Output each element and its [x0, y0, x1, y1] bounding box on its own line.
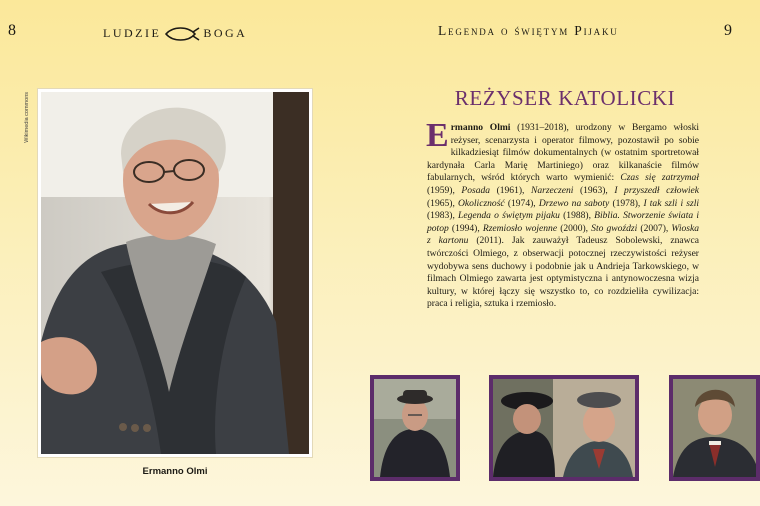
film-year: (2000),: [557, 222, 592, 234]
portrait-photo: [41, 92, 309, 454]
photo-caption: Ermanno Olmi: [142, 466, 208, 477]
film-title: Narzeczeni: [530, 184, 574, 196]
article-text: Jak zauważył Tadeusz Sobolewski, znawca twórczości Olmiego, z obserwacji potocznej rzeczywistości reżyser wydobywa sens duchowy i podobnie jak u Andrieja Tarkowskiego, w filmach Olmiego zawarta jest optymistyczna i antynowoczesna wizja kultury, w której łączy się wszystko to, co rozdzieliła cywilizacja: praca i religia, sztuka i rzemiosło.: [427, 235, 700, 310]
subject-name: rmanno Olmi: [450, 122, 511, 133]
film-year: (1994),: [448, 222, 483, 234]
ichthys-fish-icon: [164, 27, 200, 41]
film-year: (1988),: [559, 210, 595, 222]
left-running-head: [103, 26, 247, 41]
film-title: Rzemiosło wojenne: [482, 222, 558, 234]
running-head-word-2: BOGA: [203, 26, 248, 40]
film-year: (1965),: [427, 197, 458, 209]
photo-credit: Wikimedia commons: [24, 92, 30, 143]
left-page-number: 8: [8, 22, 16, 39]
film-title: Sto gwoździ: [591, 222, 638, 234]
portrait-illustration: [41, 92, 309, 454]
article-text: (1931–2018), urodzony w Bergamo włoski reżyser, scenarzysta i operator filmowy, pozostawił po sobie kilkadziesiąt filmów dokumentalnych (w ostatnim sportretował kardynała Carla Marię Martiniego) oraz kilkanaście filmów fabularnych, wśród których warto wymienić:: [427, 122, 699, 184]
right-page-number: 9: [724, 22, 732, 39]
film-title: Drzewo na saboty: [538, 197, 610, 209]
right-running-head: Legenda o świętym Pijaku: [438, 23, 619, 38]
film-year: (1961),: [490, 184, 531, 196]
article-title: REŻYSER KATOLICKI: [454, 86, 676, 110]
film-title: Wioska z kartonu: [427, 222, 699, 247]
running-head-word-1: LUDZIE: [103, 26, 162, 40]
film-title: Czas się zatrzymał: [620, 172, 699, 184]
film-title: Legenda o świętym pijaku: [458, 210, 560, 222]
film-year: (1974),: [504, 197, 539, 209]
film-year: (1978),: [609, 197, 644, 209]
film-still-1: [370, 375, 460, 481]
film-year: (1983),: [427, 210, 459, 222]
film-still-2: [489, 375, 639, 481]
film-title: I przyszedł człowiek: [614, 184, 699, 196]
article-body: [426, 117, 700, 311]
film-title: Posada: [461, 184, 491, 196]
film-year: (2007),: [637, 222, 672, 234]
drop-cap: E: [426, 117, 449, 154]
film-title: I tak szli i szli: [643, 197, 699, 209]
film-still-3: [669, 375, 760, 481]
film-year: (1963),: [573, 184, 615, 196]
film-year: (2011).: [468, 235, 512, 247]
film-title: Biblia. Stworzenie świata i potop: [427, 210, 699, 234]
film-title: Okoliczność: [458, 197, 505, 209]
portrait-photo-frame: [38, 89, 312, 457]
film-year: (1959),: [427, 184, 462, 196]
